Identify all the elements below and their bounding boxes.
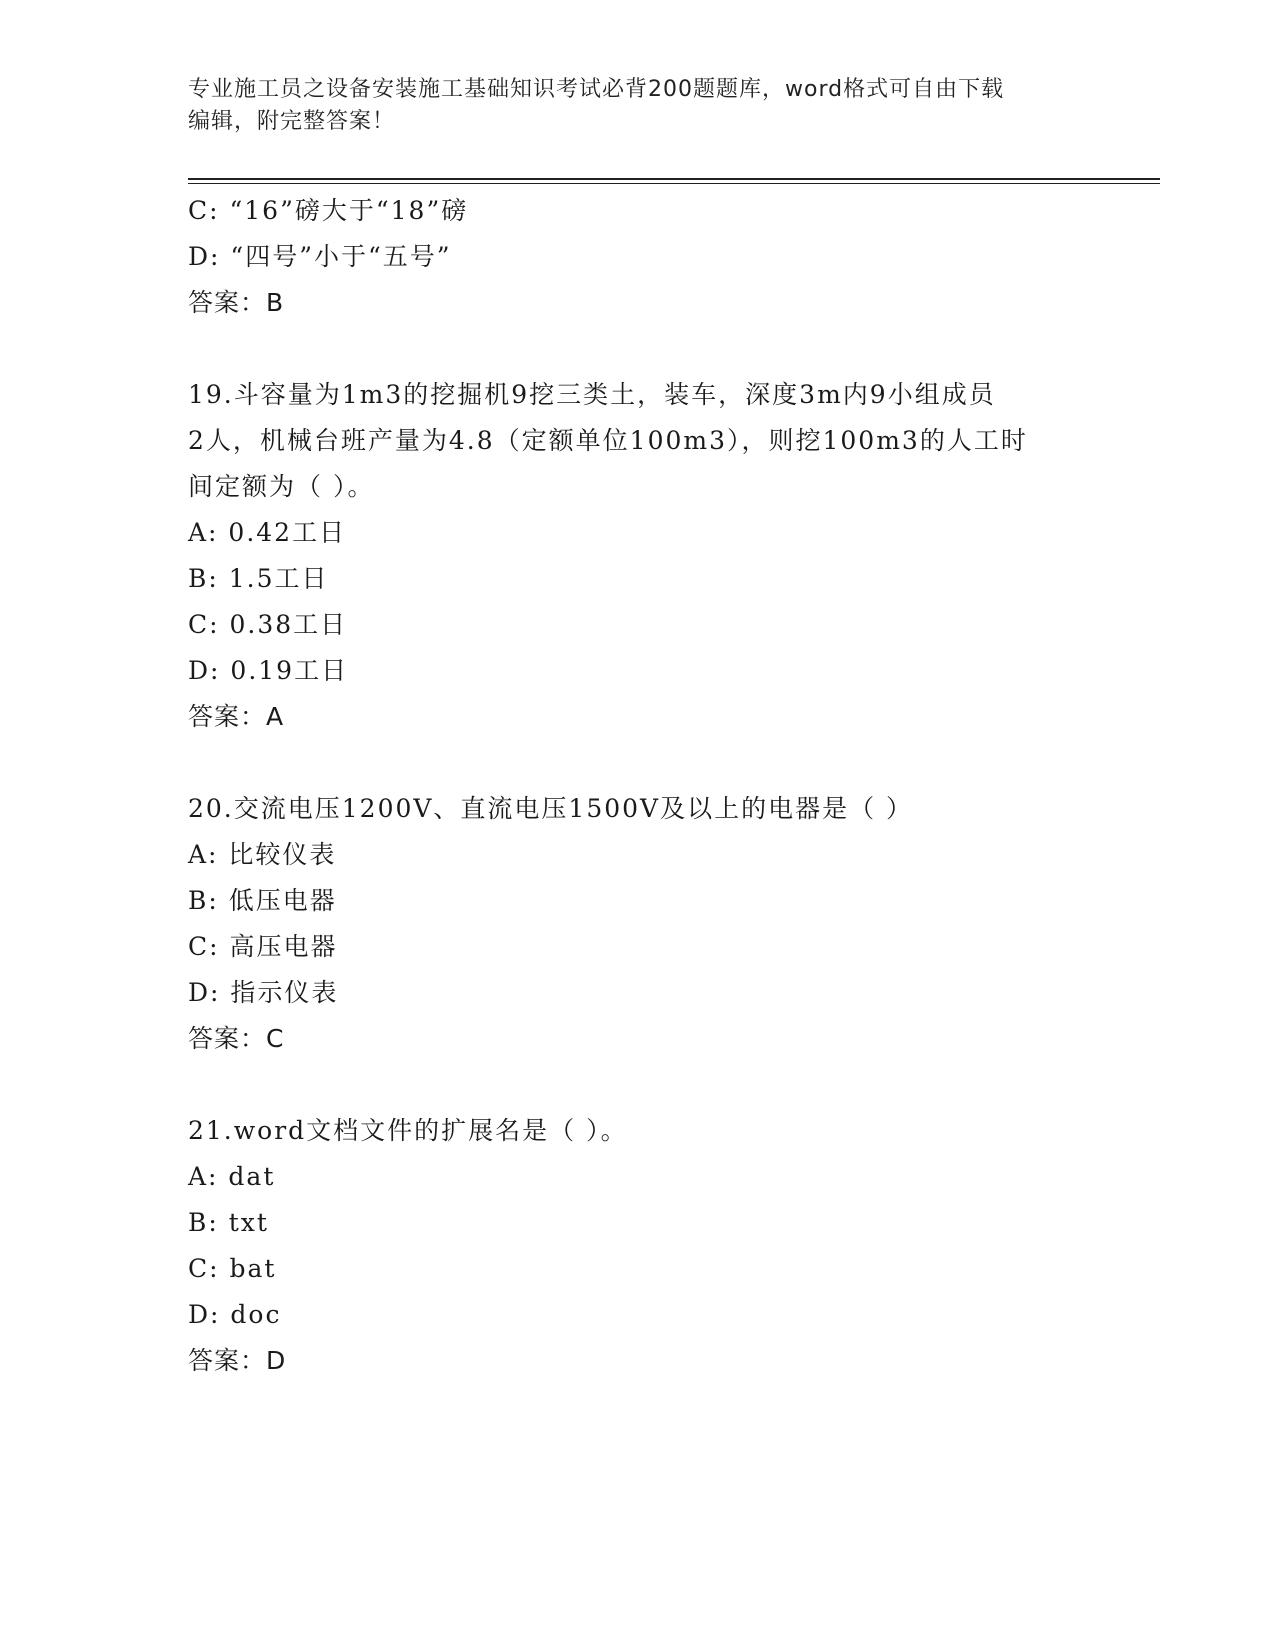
option-c: C: 0.38工日 [188, 610, 348, 639]
question-18-tail [188, 188, 1088, 326]
header-line-2: 编辑，附完整答案！ [188, 109, 396, 134]
spacer [188, 740, 1088, 786]
question-21 [188, 1108, 1088, 1384]
header-divider-thick [188, 178, 1160, 180]
answer-line: 答案：C [188, 1024, 285, 1053]
option-d: D: 指示仪表 [188, 978, 339, 1007]
question-stem-line: 20.交流电压1200V、直流电压1500V及以上的电器是（ ） [188, 794, 914, 823]
option-b: B: 低压电器 [188, 886, 337, 915]
option-d: D: doc [188, 1300, 282, 1329]
question-19 [188, 372, 1088, 740]
question-stem-line: 间定额为（ ）。 [188, 472, 375, 501]
option-d: D: “四号”小于“五号” [188, 242, 452, 271]
spacer [188, 326, 1088, 372]
spacer [188, 1062, 1088, 1108]
answer-line: 答案：B [188, 288, 285, 317]
answer-line: 答案：D [188, 1346, 287, 1375]
question-stem-line: 19.斗容量为1m3的挖掘机9挖三类土，装车，深度3m内9小组成员 [188, 380, 996, 409]
option-c: C: 高压电器 [188, 932, 338, 961]
option-a: A: 0.42工日 [188, 518, 347, 547]
question-stem-line: 2人，机械台班产量为4.8（定额单位100m3），则挖100m3的人工时 [188, 426, 1028, 455]
answer-line: 答案：A [188, 702, 285, 731]
question-content [188, 188, 1088, 1384]
option-c: C: “16”磅大于“18”磅 [188, 196, 469, 225]
question-20 [188, 786, 1088, 1062]
document-header [188, 74, 1088, 138]
header-divider-thin [188, 183, 1160, 184]
option-d: D: 0.19工日 [188, 656, 349, 685]
header-line-1: 专业施工员之设备安装施工基础知识考试必背200题题库，word格式可自由下载 [188, 77, 1005, 102]
option-b: B: 1.5工日 [188, 564, 329, 593]
option-a: A: dat [188, 1162, 276, 1191]
option-b: B: txt [188, 1208, 269, 1237]
question-stem-line: 21.word文档文件的扩展名是（ ）。 [188, 1116, 628, 1145]
option-c: C: bat [188, 1254, 277, 1283]
option-a: A: 比较仪表 [188, 840, 337, 869]
